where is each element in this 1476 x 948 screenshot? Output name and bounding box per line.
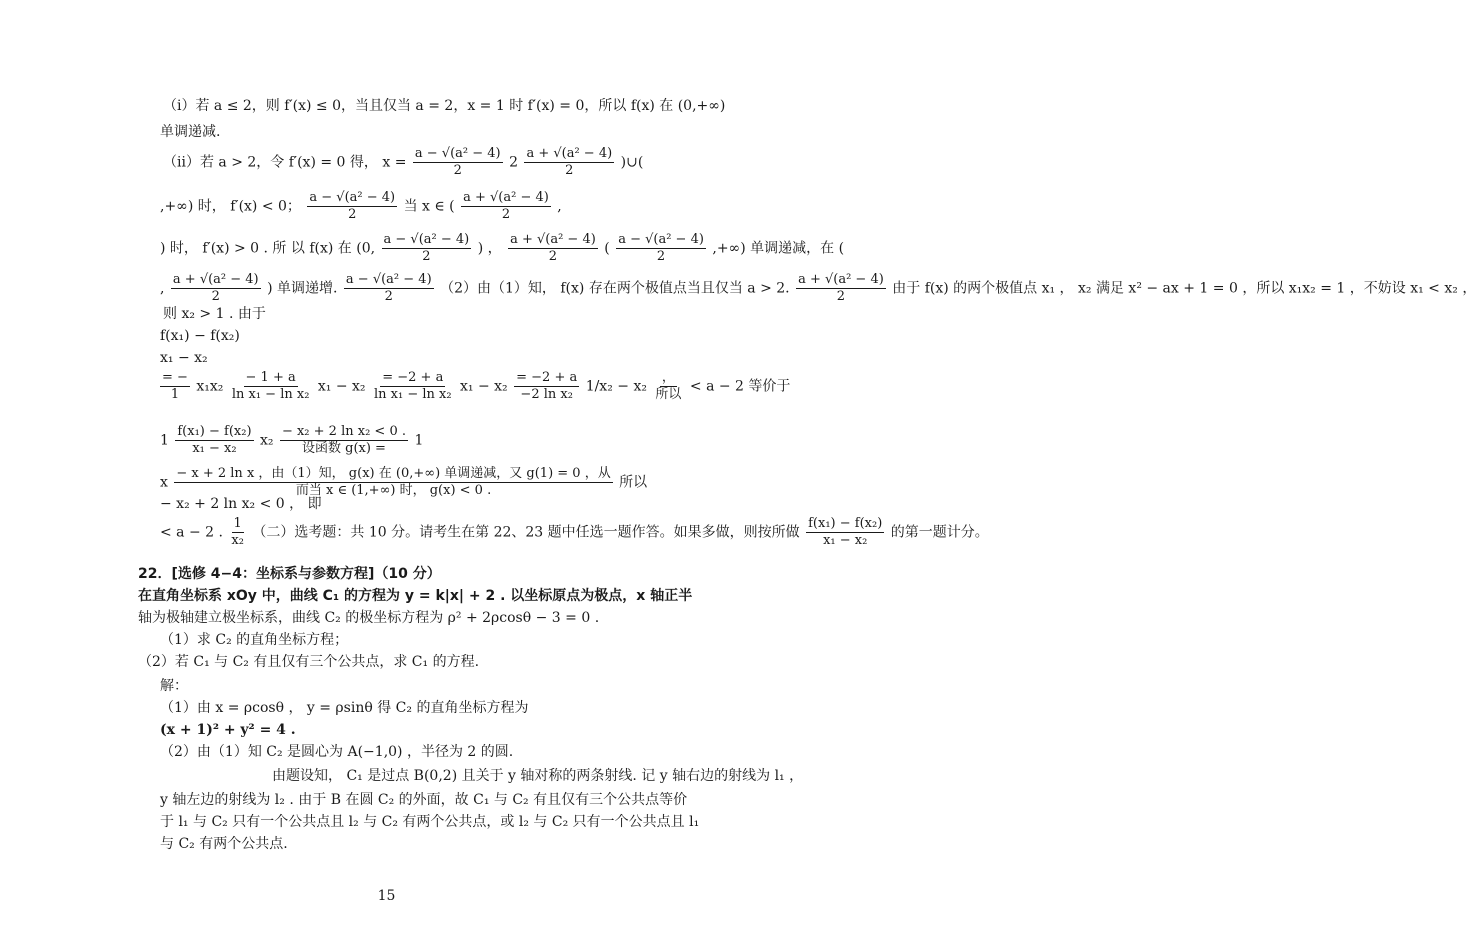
line-extrema: f(x₁) − f(x₂) xyxy=(160,328,240,344)
line-interval-1 xyxy=(160,190,562,223)
denominator: 2 xyxy=(501,207,511,222)
denominator: ln x₁ − ln x₂ xyxy=(231,387,310,402)
text-segment: , xyxy=(557,198,562,215)
numerator: = −2 + a xyxy=(382,370,444,385)
text-segment: 1 xyxy=(414,432,424,449)
text-segment: ) 单调递增. xyxy=(267,280,338,297)
fraction xyxy=(280,424,408,457)
text-segment: 所以 xyxy=(619,474,648,491)
numerator: = − xyxy=(162,370,188,385)
denominator: 2 xyxy=(548,249,558,264)
text-segment: ) ， xyxy=(477,240,502,257)
fraction xyxy=(175,424,253,457)
fraction xyxy=(230,370,312,403)
numerator: a − √(a² − 4) xyxy=(618,232,704,247)
question-2: （1）由 x = ρcosθ ， y = ρsinθ 得 C₂ 的直角坐标方程为 xyxy=(160,700,529,716)
text-segment: 1/x₂ − x₂ xyxy=(585,378,647,395)
text-segment: ,+∞) 单调递减，在 ( xyxy=(712,240,845,257)
solution-label: (x + 1)² + y² = 4 . xyxy=(160,722,296,738)
line-i-cont: 单调递减. xyxy=(160,124,221,140)
solution-2-text-1: 于 l₁ 与 C₂ 只有一个公共点且 l₂ 与 C₂ 有两个公共点，或 l₂ 与 C₂ 只有一个公共点且 l₁ xyxy=(160,814,700,830)
denominator: 所以 xyxy=(655,387,682,402)
text-segment: 当 x ∈ ( xyxy=(403,198,455,215)
fraction xyxy=(796,272,886,305)
fraction xyxy=(653,370,683,403)
fraction xyxy=(372,370,454,403)
text-segment: )∪( xyxy=(620,154,644,171)
denominator: 2 xyxy=(565,163,574,178)
fraction xyxy=(514,370,579,403)
denominator: ln x₁ − ln x₂ xyxy=(373,387,452,402)
fraction xyxy=(307,190,397,223)
text-segment: 2 xyxy=(509,154,518,171)
numerator: 1 xyxy=(233,516,242,531)
problem-statement-2: （2）若 C₁ 与 C₂ 有且仅有三个公共点，求 C₁ 的方程. xyxy=(138,654,480,670)
numerator: a − √(a² − 4) xyxy=(414,146,501,161)
denominator: 设函数 g(x) = xyxy=(301,441,386,456)
section-heading-cont: 在直角坐标系 xOy 中，曲线 C₁ 的方程为 y = k|x| + 2 . 以坐标原点为极点，x 轴正半 xyxy=(138,588,693,604)
denominator: 2 xyxy=(453,163,462,178)
fraction xyxy=(344,272,434,305)
numerator: − x₂ + 2 ln x₂ < 0 . xyxy=(281,424,406,439)
denominator: −2 ln x₂ xyxy=(520,387,573,402)
numerator: − x + 2 ln x ，由（1）知， g(x) 在 (0,+∞) 单调递减，又 g(1) = 0 ，从 xyxy=(176,466,611,481)
denominator: 2 xyxy=(211,289,220,304)
denominator: 1 xyxy=(170,387,180,402)
solution-1-equation: 由题设知， C₁ 是过点 B(0,2) 且关于 y 轴对称的两条射线. 记 y 轴右边的射线为 l₁ ， xyxy=(272,768,804,784)
line-conclusion xyxy=(160,516,989,549)
fraction xyxy=(806,516,884,549)
text-segment: ) 时， f′(x) > 0 . 所 以 f(x) 在 (0, xyxy=(160,240,376,257)
numerator: a + √(a² − 4) xyxy=(510,232,596,247)
text-segment: x₁ − x₂ xyxy=(460,378,508,395)
text-segment: x₁ − x₂ xyxy=(317,378,366,395)
problem-statement-1: （1）求 C₂ 的直角坐标方程； xyxy=(160,632,349,648)
fraction xyxy=(461,190,551,223)
section-heading: 22．[选修 4−4：坐标系与参数方程]（10 分） xyxy=(138,566,441,582)
page-number: 15 xyxy=(377,888,396,904)
text-segment: 由于 f(x) 的两个极值点 x₁ ， x₂ 满足 x² − ax + 1 = 0 ，所以 x₁x₂ = 1 ，不妨设 x₁ < x₂ ， xyxy=(892,280,1476,297)
text-segment: 的第一题计分。 xyxy=(890,524,989,541)
denominator: x₁ − x₂ xyxy=(192,441,237,456)
text-segment: （2）由（1）知， f(x) 存在两个极值点当且仅当 a > 2. xyxy=(440,280,790,297)
numerator: a + √(a² − 4) xyxy=(463,190,549,205)
denominator: x₂ xyxy=(231,533,244,548)
denominator: 2 xyxy=(836,289,846,304)
text-segment: （ⅱ）若 a > 2，令 f′(x) = 0 得， x = xyxy=(163,154,407,171)
fraction xyxy=(508,232,598,265)
line-g-neg: − x₂ + 2 ln x₂ < 0 ， 即 xyxy=(160,496,322,512)
text-segment: （二）选考题：共 10 分。请考生在第 22、23 题中任选一题作答。如果多做，则按所做 xyxy=(252,524,800,541)
fraction xyxy=(616,232,706,265)
numerator: ， xyxy=(661,370,675,385)
problem-22-title: 轴为极轴建立极坐标系，曲线 C₂ 的极坐标方程为 ρ² + 2ρcosθ − 3 = 0 . xyxy=(138,610,600,626)
text-segment: < a − 2 等价于 xyxy=(689,378,791,395)
line-equation-chain xyxy=(158,370,790,403)
solution-2-text-2: 与 C₂ 有两个公共点. xyxy=(160,836,288,852)
numerator: a + √(a² − 4) xyxy=(526,146,613,161)
numerator: = −2 + a xyxy=(516,370,578,385)
denominator: 2 xyxy=(656,249,666,264)
question-1: 解： xyxy=(160,678,188,694)
text-segment: , xyxy=(160,280,165,297)
text-segment: x₁x₂ xyxy=(196,378,224,395)
fraction xyxy=(160,370,190,403)
solution-1: （2）由（1）知 C₂ 是圆心为 A(−1,0) ，半径为 2 的圆. xyxy=(160,744,514,760)
line-ii xyxy=(163,146,643,179)
denominator: 2 xyxy=(384,289,393,304)
line-part2: 则 x₂ > 1 . 由于 xyxy=(163,306,266,322)
numerator: a − √(a² − 4) xyxy=(383,232,470,247)
fraction xyxy=(171,272,261,305)
text-segment: x₂ xyxy=(259,432,274,449)
numerator: f(x₁) − f(x₂) xyxy=(177,424,252,439)
text-segment: x xyxy=(160,474,168,491)
text-segment: ( xyxy=(604,240,610,257)
line-interval-2 xyxy=(160,232,844,265)
numerator: a − √(a² − 4) xyxy=(345,272,432,287)
numerator: a − √(a² − 4) xyxy=(309,190,396,205)
solution-2: y 轴左边的射线为 l₂ . 由于 B 在圆 C₂ 的外面，故 C₁ 与 C₂ 有且仅有三个公共点等价 xyxy=(160,792,688,808)
fraction xyxy=(413,146,503,179)
text-segment: ,+∞) 时， f′(x) < 0； xyxy=(160,198,301,215)
numerator: f(x₁) − f(x₂) xyxy=(808,516,883,531)
line-i: （ⅰ）若 a ≤ 2，则 f′(x) ≤ 0，当且仅当 a = 2，x = 1 时 f′(x) = 0，所以 f(x) 在 (0,+∞) xyxy=(163,98,726,114)
denominator: x₁ − x₂ xyxy=(823,533,868,548)
denominator: 2 xyxy=(348,207,357,222)
denominator: 而当 x ∈ (1,+∞) 时， g(x) < 0 . xyxy=(295,483,492,498)
fraction xyxy=(229,516,246,549)
line-monotonic xyxy=(160,272,1476,305)
line-x2: x₁ − x₂ xyxy=(160,350,208,366)
fraction xyxy=(382,232,472,265)
denominator: 2 xyxy=(422,249,431,264)
line-equivalent xyxy=(160,424,423,457)
text-segment: < a − 2 . xyxy=(160,524,223,541)
numerator: a + √(a² − 4) xyxy=(172,272,259,287)
fraction xyxy=(524,146,614,179)
numerator: a + √(a² − 4) xyxy=(798,272,884,287)
numerator: − 1 + a xyxy=(245,370,296,385)
text-segment: 1 xyxy=(160,432,169,449)
